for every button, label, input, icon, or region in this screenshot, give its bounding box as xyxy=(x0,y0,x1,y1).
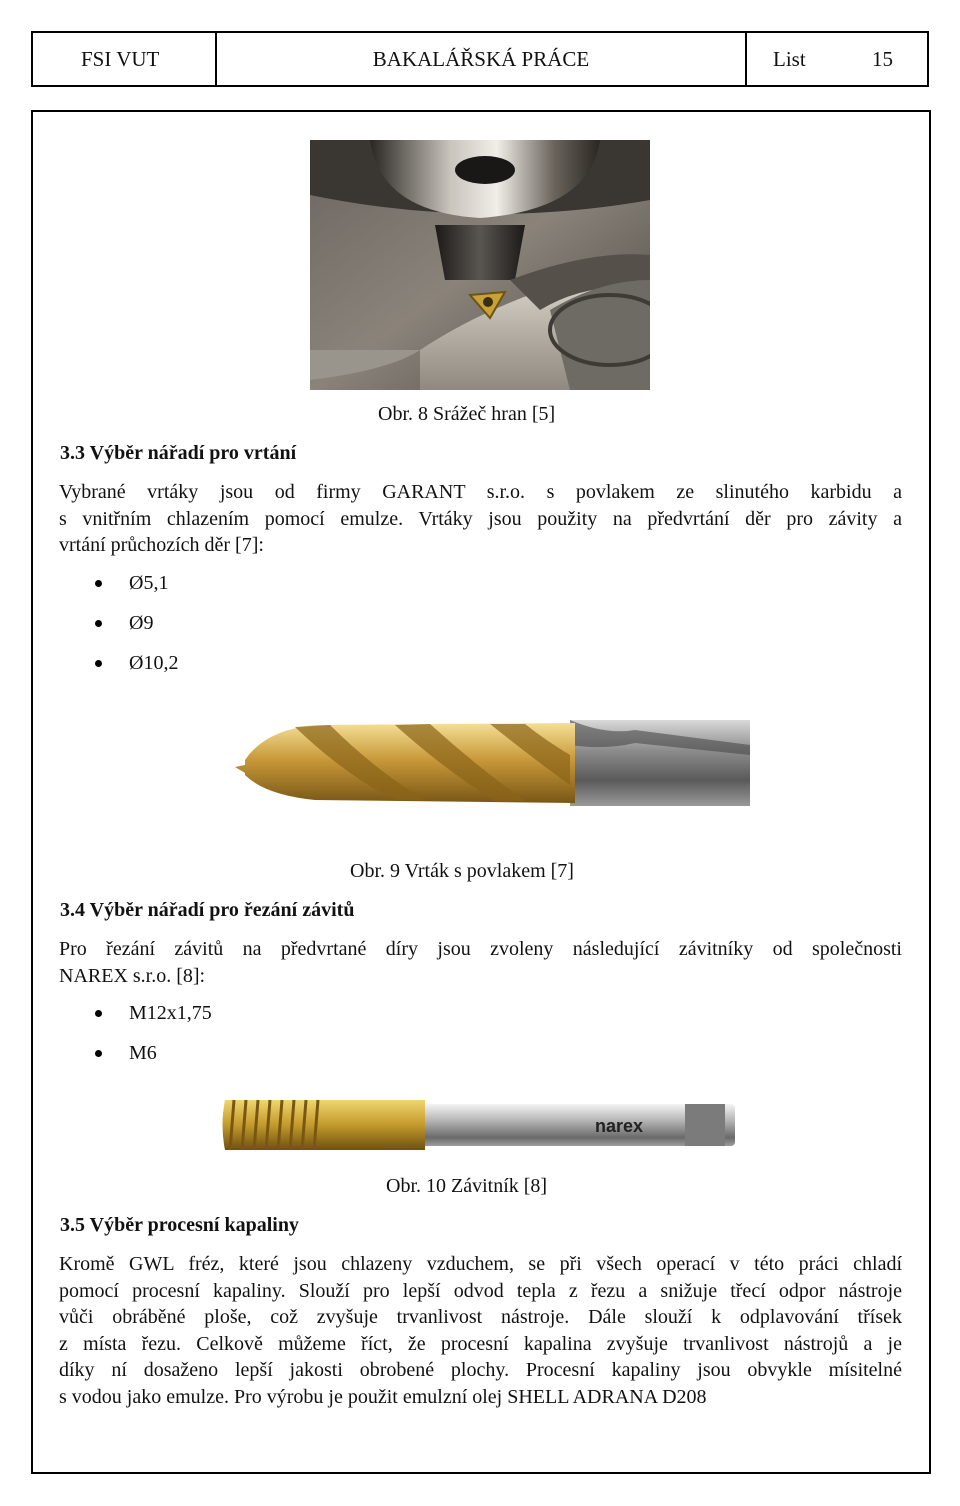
list-item xyxy=(95,652,178,675)
list-item xyxy=(95,1002,212,1025)
list-item-label: Ø5,1 xyxy=(129,572,169,594)
paragraph-line: díky ní dosaženo lepší jakosti obrobené plochy. Procesní kapaliny jsou obvykle mísitelné xyxy=(59,1359,902,1381)
list-item-label: Ø9 xyxy=(129,612,154,634)
section34-paragraph xyxy=(59,936,902,989)
section35-paragraph xyxy=(59,1251,902,1410)
paragraph-line: NAREX s.r.o. [8]: xyxy=(59,964,206,987)
header-institution: FSI VUT xyxy=(33,33,217,85)
list-item-label: M12x1,75 xyxy=(129,1002,212,1024)
bullet-icon xyxy=(95,580,102,587)
chamfer-tool-illustration xyxy=(310,140,650,390)
paragraph-line: vrtání průchozích děr [7]: xyxy=(59,534,264,556)
list-item xyxy=(95,572,168,595)
paragraph-line: Kromě GWL fréz, které jsou chlazeny vzduchem, se při všech operací v této práci chladí xyxy=(59,1253,902,1275)
list-item-label: M6 xyxy=(129,1042,157,1064)
paragraph-line: vůči obráběné ploše, což zvyšuje trvanlivost nástroje. Dále slouží k odplavování třísek xyxy=(59,1306,902,1328)
paragraph-line: Pro řezání závitů na předvrtané díry jsou zvoleny následující závitníky od společnosti xyxy=(59,938,902,960)
section35-heading: 3.5 Výběr procesní kapaliny xyxy=(60,1214,299,1236)
page-header xyxy=(31,31,929,87)
header-list-label: List xyxy=(773,46,806,71)
paragraph-line: pomocí procesní kapaliny. Slouží pro lepší odvod tepla z řezu a snižuje třecí odpor nástroje xyxy=(59,1279,902,1302)
header-page-number: 15 xyxy=(872,46,893,71)
coated-drill-illustration xyxy=(235,715,750,810)
list-item-label: Ø10,2 xyxy=(129,652,179,674)
chamfer-tool-photo xyxy=(310,140,650,390)
section33-paragraph xyxy=(59,479,902,559)
bullet-icon xyxy=(95,620,102,627)
bullet-icon xyxy=(95,1050,102,1057)
tap-logo-text: narex xyxy=(595,1116,644,1136)
bullet-icon xyxy=(95,660,102,667)
paragraph-line: z místa řezu. Celkově můžeme říct, že procesní kapalina zvyšuje trvanlivost nástrojů a je xyxy=(59,1332,902,1355)
section34-heading: 3.4 Výběr nářadí pro řezání závitů xyxy=(60,899,355,921)
header-title: BAKALÁŘSKÁ PRÁCE xyxy=(217,33,747,85)
figure10-caption: Obr. 10 Závitník [8] xyxy=(386,1175,548,1197)
bullet-icon xyxy=(95,1010,102,1017)
narex-tap-illustration xyxy=(220,1090,740,1160)
figure8-caption: Obr. 8 Srážeč hran [5] xyxy=(378,403,556,425)
header-page-info xyxy=(747,33,927,85)
list-item xyxy=(95,1042,157,1065)
figure9-caption: Obr. 9 Vrták s povlakem [7] xyxy=(350,860,574,882)
list-item xyxy=(95,612,153,635)
section33-heading: 3.3 Výběr nářadí pro vrtání xyxy=(60,442,297,464)
paragraph-line: s vodou jako emulze. Pro výrobu je použit emulzní olej SHELL ADRANA D208 xyxy=(59,1385,707,1408)
paragraph-line: s vnitřním chlazením pomocí emulze. Vrtáky jsou použity na předvrtání děr pro závity a xyxy=(59,507,902,530)
paragraph-line: Vybrané vrtáky jsou od firmy GARANT s.r.o. s povlakem ze slinutého karbidu a xyxy=(59,481,902,503)
